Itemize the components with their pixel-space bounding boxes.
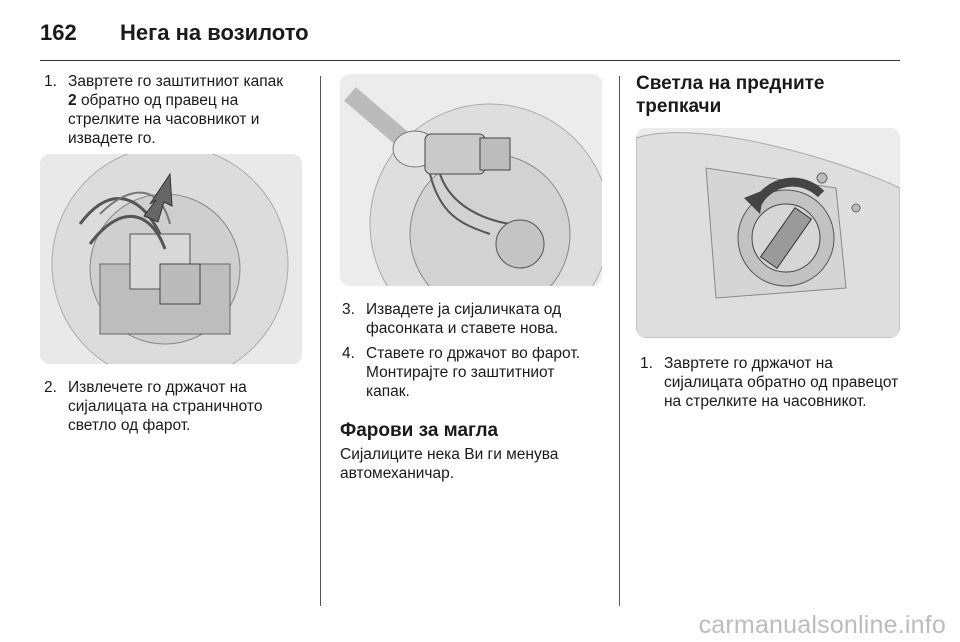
step-2-item	[44, 378, 304, 435]
step-text: Извадете ја сијаличката од фасонката и ставете нова.	[366, 301, 562, 337]
section-heading-fog-lights: Фарови за магла	[340, 420, 499, 441]
column-1	[42, 72, 304, 441]
step-number: 3.	[342, 301, 355, 318]
step-1-item	[640, 354, 902, 411]
step-number: 2.	[44, 379, 57, 396]
figure-turn-signal-bulb	[636, 128, 900, 338]
column-3	[636, 72, 902, 417]
step-number: 4.	[342, 345, 355, 362]
step-text-cont: обратно од правец на стрелките на часовникот и извадете го.	[68, 92, 260, 147]
section-heading-turn-signals: Светла на предните трепкачи	[636, 73, 825, 117]
column-divider-2	[619, 76, 620, 606]
step-text: Ставете го држачот во фарот. Монтирајте го заштитниот капак.	[366, 345, 581, 400]
header-divider	[40, 60, 900, 61]
step-text: Завртете го држачот на сијалицата обратно од правецот на стрелките на часовникот.	[664, 355, 899, 410]
page-header	[40, 14, 900, 58]
step-1-item	[44, 72, 304, 148]
step-3-item	[342, 300, 602, 338]
column-2	[340, 72, 602, 483]
figure-bulb-replacement	[340, 74, 602, 286]
step-number: 1.	[640, 355, 653, 372]
part-number: 2	[68, 92, 77, 109]
step-number: 1.	[44, 73, 57, 90]
step-text: Извлечете го држачот на сијалицата на страничното светло од фарот.	[68, 379, 263, 434]
step-4-item	[342, 344, 602, 401]
page-title: Нега на возилото	[120, 20, 309, 45]
page-number: 162	[40, 20, 77, 45]
step-text: Завртете го заштитниот капак	[68, 73, 284, 90]
figure-headlamp-cap	[40, 154, 302, 364]
column-divider-1	[320, 76, 321, 606]
watermark: carmanualsonline.info	[698, 611, 946, 639]
section-paragraph: Сијалиците нека Ви ги менува автомеханичар.	[340, 446, 559, 482]
